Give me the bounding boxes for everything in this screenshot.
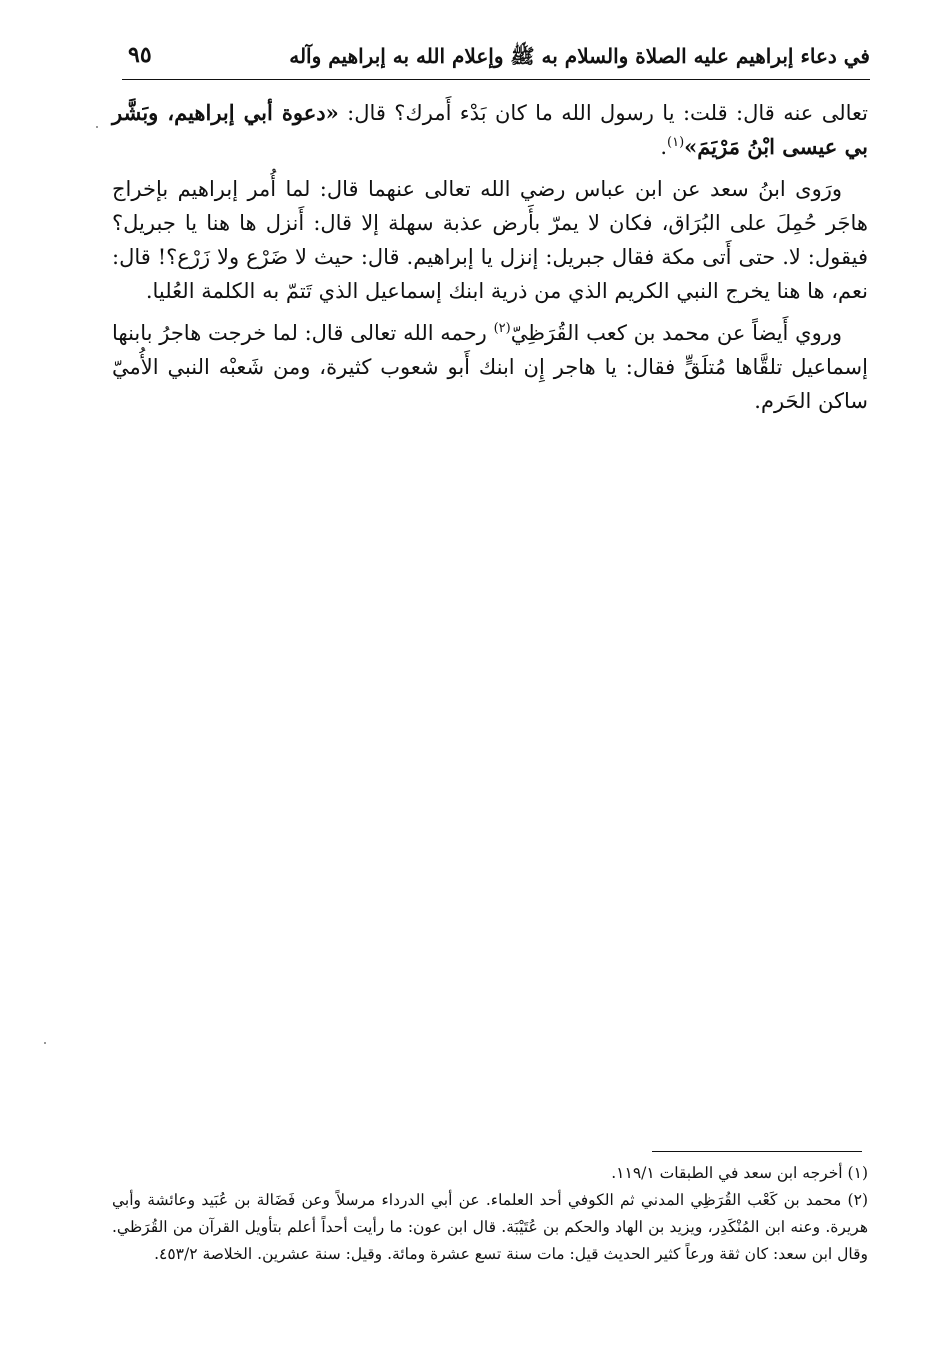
main-text [112,96,868,426]
footnote-2-text: محمد بن كَعْب القُرَظِي المدني ثم الكوفي أحد العلماء. عن أبي الدرداء مرسلاً وعن فَضَالة بن عُبَيد وعائشة وأبي هريرة. وعنه ابن المُنْكَدِر، ويزيد بن الهاد والحكم بن عُتَيْبَة. قال ابن عون: ما رأيت أحداً أعلم بتأويل القرآن من القُرَظي. وقال ابن سعد: كان ثقة ورعاً كثير الحديث قيل: مات سنة تسع عشرة ومائة. وقيل: سنة عشرين. الخلاصة ٤٥٣/٢. [112,1191,868,1263]
scan-speck [96,126,98,128]
footnotes [112,1160,868,1268]
hadith-quote: «دعوة أبي إبراهيم، وبَشَّر بي عيسى ابْنُ مَرْيَمَ» [112,100,868,159]
paragraph-1 [112,96,868,164]
footnote-1 [112,1160,868,1187]
footnote-2-number: (٢) [847,1191,868,1209]
paragraph-1-end: . [660,135,668,159]
footnote-separator [652,1151,862,1152]
footnote-1-number: (١) [847,1164,868,1182]
header-rule [122,79,870,80]
header-title: في دعاء إبراهيم عليه الصلاة والسلام به ﷺ وإعلام الله به إبراهيم وآله [289,44,870,68]
footnote-2 [112,1187,868,1268]
page-number: ٩٥ [128,42,152,68]
footnote-ref-1[interactable]: (١) [667,135,685,150]
paragraph-3-text-b: رحمه الله تعالى قال: لما خرجت هاجرُ بابنها إسماعيل تلقَّاها مُتلَقٍّ فقال: يا هاجر إِن ابنك أَبو شعوب كثيرة، ومن شَعبْه النبي الأُميّ ساكن الحَرم. [112,321,868,413]
paragraph-3 [112,316,868,418]
paragraph-3-text-a: وروي أَيضاً عن محمد بن كعب القُرَظِيّ [510,321,842,345]
running-header [122,40,870,80]
footnote-1-text: أخرجه ابن سعد في الطبقات ١١٩/١. [611,1164,843,1182]
footnote-ref-2[interactable]: (٢) [493,321,511,336]
paragraph-2: ورَوى ابنُ سعد عن ابن عباس رضي الله تعالى عنهما قال: لما أُمر إبراهيم بإخراج هاجَر حُمِلَ على البُرَاق، فكان لا يمرّ بأَرض عذبة سهلة إلا قال: أَنزل ها هنا يا جبريل؟ فيقول: لا. حتى أَتى مكة فقال جبريل: إنزل يا إبراهيم. قال: حيث لا ضَرْع ولا زَرْع؟! قال: نعم، ها هنا يخرج النبي الكريم الذي من ذرية ابنك إسماعيل الذي تَتمّ به الكلمة العُليا. [112,177,868,303]
scan-speck [44,1042,46,1044]
paragraph-1-text: تعالى عنه قال: قلت: يا رسول الله ما كان بَدْء أَمرك؟ قال: [338,101,868,125]
